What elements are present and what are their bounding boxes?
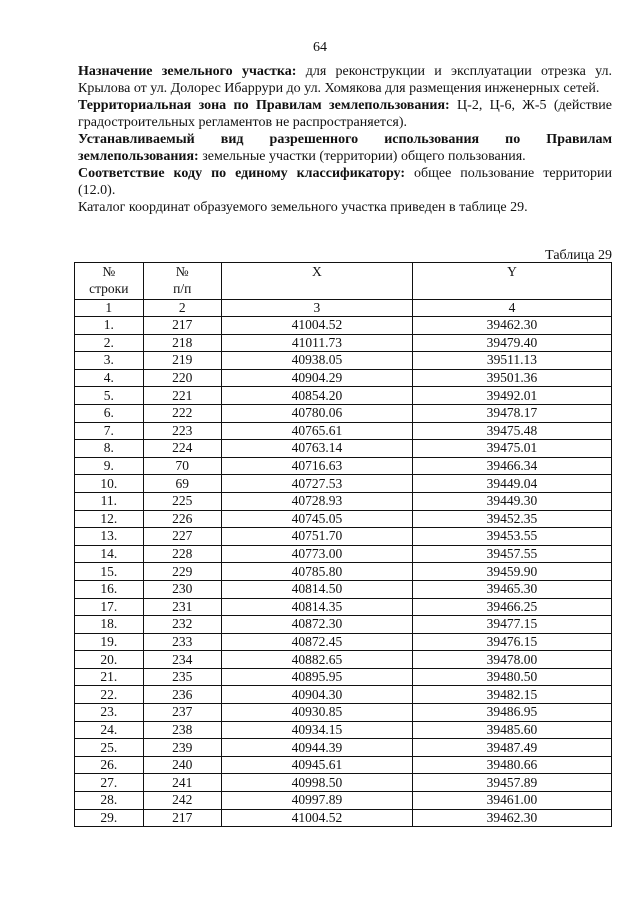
table-row (75, 651, 612, 669)
x-coordinate-cell: 40763.14 (221, 440, 412, 458)
row-number-cell: 25. (75, 739, 144, 757)
x-coordinate-cell: 40785.80 (221, 563, 412, 581)
paragraph-label: Соответствие коду по единому классификатору: (78, 166, 406, 181)
y-coordinate-cell: 39457.55 (412, 545, 611, 563)
table-body (75, 300, 612, 827)
x-coordinate-cell: 40938.05 (221, 352, 412, 370)
x-coordinate-cell: 40765.61 (221, 422, 412, 440)
header-x: X (221, 263, 412, 300)
point-number-cell: 224 (143, 440, 221, 458)
row-number-cell: 19. (75, 633, 144, 651)
x-coordinate-cell: 40944.39 (221, 739, 412, 757)
y-coordinate-cell: 39449.30 (412, 492, 611, 510)
x-coordinate-cell: 40998.50 (221, 774, 412, 792)
point-number-cell: 242 (143, 792, 221, 810)
point-number-cell: 229 (143, 563, 221, 581)
x-coordinate-cell: 40895.95 (221, 668, 412, 686)
y-coordinate-cell: 39492.01 (412, 387, 611, 405)
x-coordinate-cell: 40934.15 (221, 721, 412, 739)
table-row (75, 580, 612, 598)
table-row (75, 475, 612, 493)
point-number-cell: 240 (143, 756, 221, 774)
paragraph (78, 98, 612, 131)
point-number-cell: 238 (143, 721, 221, 739)
y-coordinate-cell: 39486.95 (412, 704, 611, 722)
point-number-cell: 225 (143, 492, 221, 510)
y-coordinate-cell: 39480.50 (412, 668, 611, 686)
y-coordinate-cell: 39452.35 (412, 510, 611, 528)
y-coordinate-cell: 39479.40 (412, 334, 611, 352)
column-number: 3 (221, 300, 412, 317)
point-number-cell: 232 (143, 616, 221, 634)
page-number: 64 (313, 40, 327, 55)
column-number: 1 (75, 300, 144, 317)
x-coordinate-cell: 40945.61 (221, 756, 412, 774)
x-coordinate-cell: 40814.50 (221, 580, 412, 598)
row-number-cell: 13. (75, 528, 144, 546)
x-coordinate-cell: 40904.30 (221, 686, 412, 704)
row-number-cell: 15. (75, 563, 144, 581)
point-number-cell: 231 (143, 598, 221, 616)
y-coordinate-cell: 39480.66 (412, 756, 611, 774)
table-row (75, 739, 612, 757)
x-coordinate-cell: 40904.29 (221, 369, 412, 387)
paragraph-text: Ц-2, Ц-6, Ж-5 (действие градостроительных регламентов не распространяется). (78, 98, 612, 130)
row-number-cell: 26. (75, 756, 144, 774)
point-number-cell: 219 (143, 352, 221, 370)
table-row (75, 440, 612, 458)
column-number: 4 (412, 300, 611, 317)
y-coordinate-cell: 39475.01 (412, 440, 611, 458)
y-coordinate-cell: 39465.30 (412, 580, 611, 598)
point-number-cell: 221 (143, 387, 221, 405)
x-coordinate-cell: 40780.06 (221, 404, 412, 422)
table-row (75, 528, 612, 546)
y-coordinate-cell: 39466.25 (412, 598, 611, 616)
row-number-cell: 3. (75, 352, 144, 370)
paragraph-label: Назначение земельного участка: (78, 64, 297, 79)
point-number-cell: 237 (143, 704, 221, 722)
x-coordinate-cell: 41004.52 (221, 317, 412, 335)
table-row (75, 598, 612, 616)
table-row (75, 668, 612, 686)
x-coordinate-cell: 40814.35 (221, 598, 412, 616)
point-number-cell: 226 (143, 510, 221, 528)
row-number-cell: 4. (75, 369, 144, 387)
table-row (75, 774, 612, 792)
table-row (75, 756, 612, 774)
x-coordinate-cell: 40716.63 (221, 457, 412, 475)
x-coordinate-cell: 40854.20 (221, 387, 412, 405)
table-row (75, 422, 612, 440)
y-coordinate-cell: 39453.55 (412, 528, 611, 546)
point-number-cell: 236 (143, 686, 221, 704)
row-number-cell: 14. (75, 545, 144, 563)
row-number-cell: 29. (75, 809, 144, 827)
x-coordinate-cell: 40727.53 (221, 475, 412, 493)
y-coordinate-cell: 39478.17 (412, 404, 611, 422)
y-coordinate-cell: 39462.30 (412, 809, 611, 827)
x-coordinate-cell: 40882.65 (221, 651, 412, 669)
y-coordinate-cell: 39478.00 (412, 651, 611, 669)
table-caption: Таблица 29 (545, 248, 612, 263)
table-row (75, 317, 612, 335)
row-number-cell: 6. (75, 404, 144, 422)
row-number-cell: 9. (75, 457, 144, 475)
x-coordinate-cell: 40997.89 (221, 792, 412, 810)
header-row-number: № строки (75, 263, 144, 300)
y-coordinate-cell: 39459.90 (412, 563, 611, 581)
table-row (75, 352, 612, 370)
table-row (75, 792, 612, 810)
table-row (75, 616, 612, 634)
x-coordinate-cell: 40930.85 (221, 704, 412, 722)
row-number-cell: 21. (75, 668, 144, 686)
document-body (78, 64, 612, 218)
row-number-cell: 28. (75, 792, 144, 810)
row-number-cell: 27. (75, 774, 144, 792)
y-coordinate-cell: 39466.34 (412, 457, 611, 475)
row-number-cell: 16. (75, 580, 144, 598)
point-number-cell: 222 (143, 404, 221, 422)
y-coordinate-cell: 39477.15 (412, 616, 611, 634)
row-number-cell: 17. (75, 598, 144, 616)
table-row (75, 457, 612, 475)
point-number-cell: 70 (143, 457, 221, 475)
paragraph (78, 166, 612, 199)
x-coordinate-cell: 40728.93 (221, 492, 412, 510)
paragraph (78, 200, 612, 217)
y-coordinate-cell: 39449.04 (412, 475, 611, 493)
point-number-cell: 239 (143, 739, 221, 757)
point-number-cell: 217 (143, 809, 221, 827)
point-number-cell: 228 (143, 545, 221, 563)
table-row (75, 721, 612, 739)
header-point-number: № п/п (143, 263, 221, 300)
x-coordinate-cell: 40745.05 (221, 510, 412, 528)
x-coordinate-cell: 40773.00 (221, 545, 412, 563)
row-number-cell: 8. (75, 440, 144, 458)
y-coordinate-cell: 39482.15 (412, 686, 611, 704)
paragraph (78, 64, 612, 97)
y-coordinate-cell: 39476.15 (412, 633, 611, 651)
point-number-cell: 235 (143, 668, 221, 686)
y-coordinate-cell: 39462.30 (412, 317, 611, 335)
row-number-cell: 2. (75, 334, 144, 352)
x-coordinate-cell: 40872.30 (221, 616, 412, 634)
table-row (75, 704, 612, 722)
row-number-cell: 24. (75, 721, 144, 739)
paragraph-text: для реконструкции и эксплуатации отрезка ул. Крылова от ул. Долорес Ибаррури до ул. Хомякова для размещения инженерных сетей. (78, 64, 612, 96)
column-number: 2 (143, 300, 221, 317)
y-coordinate-cell: 39501.36 (412, 369, 611, 387)
paragraph-text: общее пользование территории (12.0). (78, 166, 612, 198)
paragraph-text: Каталог координат образуемого земельного участка приведен в таблице 29. (78, 200, 528, 215)
paragraph-text: земельные участки (территории) общего пользования. (198, 148, 526, 164)
table-row (75, 809, 612, 827)
table-row (75, 334, 612, 352)
row-number-cell: 11. (75, 492, 144, 510)
paragraph-label: Устанавливаемый вид разрешенного использования по Правилам землепользования: (78, 132, 612, 164)
table-row (75, 369, 612, 387)
header-y: Y (412, 263, 611, 300)
point-number-cell: 69 (143, 475, 221, 493)
table-row (75, 492, 612, 510)
y-coordinate-cell: 39461.00 (412, 792, 611, 810)
x-coordinate-cell: 41004.52 (221, 809, 412, 827)
table-row (75, 510, 612, 528)
point-number-cell: 241 (143, 774, 221, 792)
point-number-cell: 220 (143, 369, 221, 387)
row-number-cell: 10. (75, 475, 144, 493)
row-number-cell: 12. (75, 510, 144, 528)
point-number-cell: 230 (143, 580, 221, 598)
point-number-cell: 227 (143, 528, 221, 546)
y-coordinate-cell: 39487.49 (412, 739, 611, 757)
table-row (75, 563, 612, 581)
x-coordinate-cell: 41011.73 (221, 334, 412, 352)
row-number-cell: 23. (75, 704, 144, 722)
point-number-cell: 217 (143, 317, 221, 335)
point-number-cell: 233 (143, 633, 221, 651)
paragraph-label: Территориальная зона по Правилам землепользования: (78, 98, 450, 113)
row-number-cell: 20. (75, 651, 144, 669)
point-number-cell: 234 (143, 651, 221, 669)
row-number-cell: 18. (75, 616, 144, 634)
table-row (75, 545, 612, 563)
y-coordinate-cell: 39457.89 (412, 774, 611, 792)
row-number-cell: 7. (75, 422, 144, 440)
x-coordinate-cell: 40872.45 (221, 633, 412, 651)
point-number-cell: 223 (143, 422, 221, 440)
table-row (75, 387, 612, 405)
table-row (75, 686, 612, 704)
y-coordinate-cell: 39485.60 (412, 721, 611, 739)
row-number-cell: 1. (75, 317, 144, 335)
table-row (75, 633, 612, 651)
point-number-cell: 218 (143, 334, 221, 352)
row-number-cell: 5. (75, 387, 144, 405)
y-coordinate-cell: 39475.48 (412, 422, 611, 440)
table-header-row (75, 263, 612, 300)
row-number-cell: 22. (75, 686, 144, 704)
column-number-row (75, 300, 612, 317)
coordinates-table (74, 262, 612, 827)
y-coordinate-cell: 39511.13 (412, 352, 611, 370)
table-row (75, 404, 612, 422)
x-coordinate-cell: 40751.70 (221, 528, 412, 546)
paragraph (78, 132, 612, 165)
